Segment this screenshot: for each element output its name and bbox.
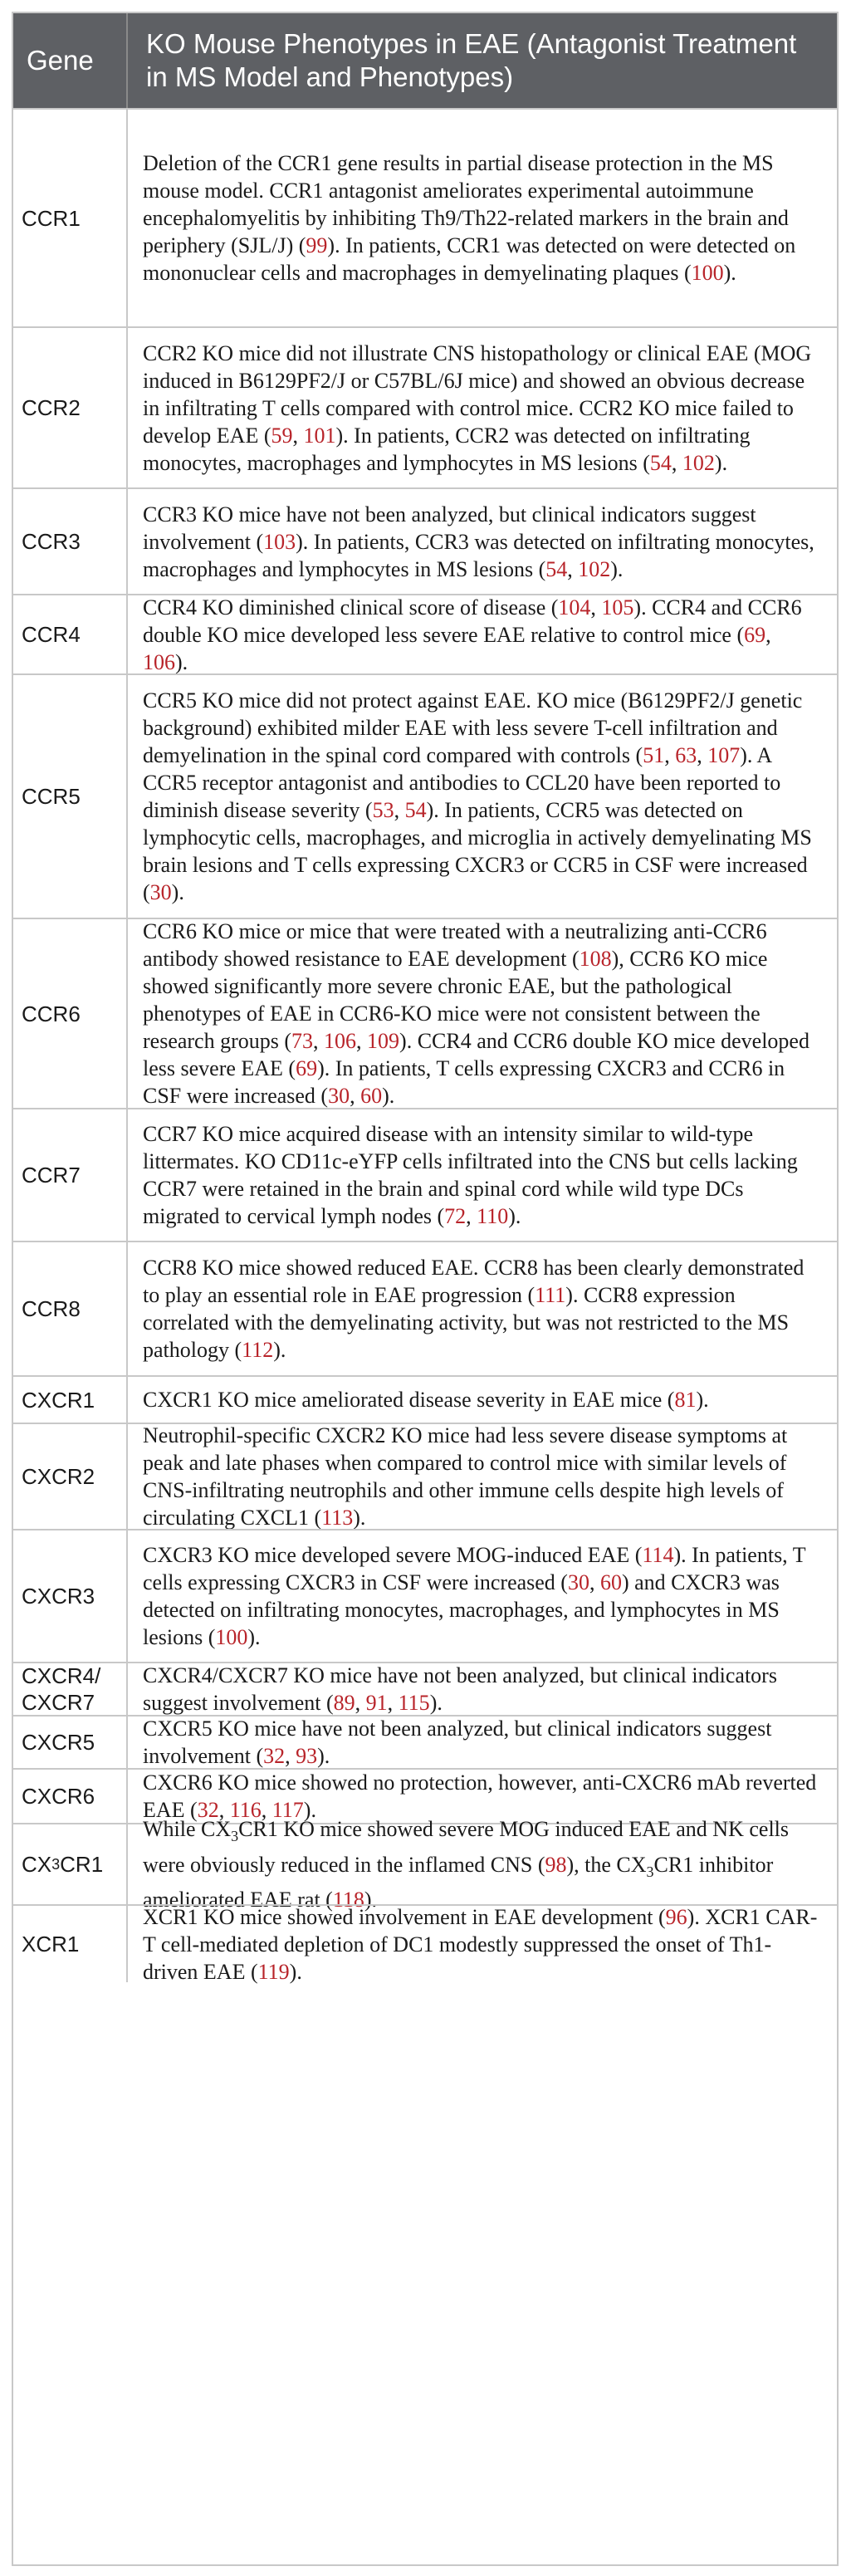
- table-row: [13, 487, 837, 594]
- phenotype-cell: [128, 1424, 837, 1529]
- table-header: [13, 13, 837, 108]
- phenotype-text: Neutrophil-specific CXCR2 KO mice had less severe disease symptoms at peak and late phases when compared to control mice with similar levels of CNS-infiltrating neutrophils and other immune cells despite high levels of circulating CXCL1 (113).: [143, 1423, 788, 1530]
- reference-link[interactable]: 81: [674, 1388, 697, 1412]
- phenotype-text: CXCR3 KO mice developed severe MOG-induced EAE (114). In patients, T cells expressing CXCR3 in CSF were increased (30, 60) and CXCR3 was detected on infiltrating monocytes, macrophages, and lymphocytes in MS lesions (100).: [143, 1543, 806, 1649]
- reference-link[interactable]: 30: [328, 1084, 350, 1108]
- gene-cell: CXCR6: [13, 1770, 128, 1823]
- header-gene: Gene: [13, 13, 128, 108]
- table-row: [13, 594, 837, 673]
- reference-link[interactable]: 100: [215, 1625, 248, 1649]
- table-row: [13, 1768, 837, 1823]
- reference-link[interactable]: 116: [229, 1798, 262, 1822]
- reference-link[interactable]: 103: [263, 529, 296, 554]
- gene-cell: XCR1: [13, 1906, 128, 1982]
- reference-link[interactable]: 111: [535, 1283, 566, 1307]
- phenotype-cell: [128, 1906, 837, 1982]
- phenotype-cell: [128, 1530, 837, 1662]
- reference-link[interactable]: 63: [675, 743, 697, 767]
- gene-cell: CCR2: [13, 328, 128, 487]
- reference-link[interactable]: 113: [321, 1506, 354, 1530]
- gene-cell: CXCR2: [13, 1424, 128, 1529]
- reference-link[interactable]: 96: [665, 1904, 687, 1929]
- table-row: [13, 1529, 837, 1662]
- phenotype-cell: [128, 1817, 837, 1912]
- reference-link[interactable]: 102: [578, 556, 611, 581]
- phenotype-cell: [128, 675, 837, 918]
- phenotype-text: CCR3 KO mice have not been analyzed, but clinical indicators suggest involvement (103). In patients, CCR3 was detected on infiltrating monocytes, macrophages and lymphocytes in MS lesions (54, 102).: [143, 502, 814, 581]
- phenotype-table: [12, 12, 839, 2566]
- gene-cell: CCR4: [13, 595, 128, 673]
- reference-link[interactable]: 60: [360, 1084, 383, 1108]
- reference-link[interactable]: 105: [601, 595, 634, 620]
- phenotype-text: CXCR4/CXCR7 KO mice have not been analyzed, but clinical indicators suggest involvement (89, 91, 115).: [143, 1663, 777, 1715]
- reference-link[interactable]: 32: [263, 1744, 286, 1768]
- reference-link[interactable]: 54: [404, 798, 427, 822]
- phenotype-cell: [128, 1242, 837, 1375]
- gene-cell: CXCR3: [13, 1530, 128, 1662]
- table-row: [13, 1662, 837, 1715]
- reference-link[interactable]: 69: [744, 622, 766, 647]
- table-body: [13, 108, 837, 2564]
- reference-link[interactable]: 110: [477, 1204, 509, 1228]
- gene-cell: CCR8: [13, 1242, 128, 1375]
- phenotype-text: XCR1 KO mice showed involvement in EAE development (96). XCR1 CAR-T cell-mediated depletion of DC1 modestly suppressed the onset of Th1-driven EAE (119).: [143, 1904, 818, 1984]
- phenotype-cell: [128, 595, 837, 673]
- reference-link[interactable]: 53: [372, 798, 394, 822]
- reference-link[interactable]: 30: [149, 880, 172, 904]
- reference-link[interactable]: 108: [579, 947, 612, 971]
- reference-link[interactable]: 107: [707, 743, 741, 767]
- reference-link[interactable]: 118: [332, 1887, 364, 1912]
- table-row: [13, 1715, 837, 1768]
- gene-cell: CXCR5: [13, 1717, 128, 1768]
- table-row: [13, 918, 837, 1108]
- reference-link[interactable]: 60: [599, 1570, 622, 1594]
- table-row: [13, 1241, 837, 1375]
- phenotype-cell: [128, 1109, 837, 1241]
- reference-link[interactable]: 112: [242, 1338, 274, 1362]
- gene-cell: CCR5: [13, 675, 128, 918]
- phenotype-cell: [128, 1717, 837, 1768]
- phenotype-text: CCR6 KO mice or mice that were treated with a neutralizing anti-CCR6 antibody showed resistance to EAE development (108), CCR6 KO mice showed significantly more severe chronic EAE, but the pathological phenotypes of EAE in CCR6-KO mice were not consistent between the research groups (73, 106, 109). CCR4 and CCR6 double KO mice developed less severe EAE (69). In patients, T cells expressing CXCR3 and CCR6 in CSF were increased (30, 60).: [143, 919, 809, 1108]
- phenotype-text: CCR4 KO diminished clinical score of disease (104, 105). CCR4 and CCR6 double KO mice developed less severe EAE relative to control mice (69, 106).: [143, 595, 802, 674]
- reference-link[interactable]: 119: [257, 1959, 290, 1984]
- reference-link[interactable]: 115: [398, 1691, 430, 1715]
- phenotype-text: CXCR6 KO mice showed no protection, however, anti-CXCR6 mAb reverted EAE (32, 116, 117).: [143, 1770, 817, 1822]
- gene-cell: CCR7: [13, 1109, 128, 1241]
- reference-link[interactable]: 30: [567, 1570, 589, 1594]
- reference-link[interactable]: 32: [197, 1798, 219, 1822]
- phenotype-text: CCR2 KO mice did not illustrate CNS histopathology or clinical EAE (MOG induced in B6129PF2/J or C57BL/6J mice) and showed an obvious decrease in infiltrating T cells compared with control mice. CCR2 KO mice failed to develop EAE (59, 101). In patients, CCR2 was detected on infiltrating monocytes, macrophages and lymphocytes in MS lesions (54, 102).: [143, 340, 812, 475]
- reference-link[interactable]: 114: [642, 1543, 674, 1567]
- reference-link[interactable]: 73: [291, 1029, 314, 1053]
- reference-link[interactable]: 59: [271, 423, 293, 448]
- header-phenotypes: KO Mouse Phenotypes in EAE (Antagonist Treatment in MS Model and Phenotypes): [146, 28, 797, 92]
- reference-link[interactable]: 98: [545, 1852, 567, 1877]
- phenotype-cell: [128, 328, 837, 487]
- gene-cell: CCR6: [13, 919, 128, 1108]
- reference-link[interactable]: 101: [303, 423, 336, 448]
- table-row: [13, 326, 837, 487]
- phenotype-cell: [128, 1377, 837, 1423]
- table-row: [13, 1375, 837, 1423]
- reference-link[interactable]: 69: [296, 1056, 318, 1080]
- reference-link[interactable]: 102: [682, 450, 715, 475]
- phenotype-cell: [128, 110, 837, 326]
- gene-cell: CXCR4/ CXCR7: [13, 1663, 128, 1715]
- reference-link[interactable]: 106: [324, 1029, 357, 1053]
- phenotype-text: CCR5 KO mice did not protect against EAE. KO mice (B6129PF2/J genetic background) exhibited milder EAE with less severe T-cell infiltration and demyelination in the spinal cord compared with controls (51, 63, 107). A CCR5 receptor antagonist and antibodies to CCL20 have been reported to diminish disease severity (53, 54). In patients, CCR5 was detected on lymphocytic cells, macrophages, and microglia in actively demyelinating MS brain lesions and T cells expressing CXCR3 or CCR5 in CSF were increased (30).: [143, 688, 812, 904]
- reference-link[interactable]: 100: [691, 261, 724, 285]
- phenotype-text: CCR8 KO mice showed reduced EAE. CCR8 has been clearly demonstrated to play an essential role in EAE progression (111). CCR8 expression correlated with the demyelinating activity, but was not restricted to the MS pathology (112).: [143, 1256, 805, 1362]
- reference-link[interactable]: 54: [545, 556, 568, 581]
- reference-link[interactable]: 93: [296, 1744, 318, 1768]
- phenotype-cell: [128, 489, 837, 594]
- reference-link[interactable]: 106: [143, 649, 175, 674]
- reference-link[interactable]: 104: [558, 595, 591, 620]
- table-row: [13, 108, 837, 326]
- reference-link[interactable]: 109: [367, 1029, 400, 1053]
- phenotype-cell: [128, 919, 837, 1108]
- table-row: [13, 673, 837, 918]
- gene-cell: CCR1: [13, 110, 128, 326]
- reference-link[interactable]: 51: [643, 743, 665, 767]
- reference-link[interactable]: 91: [365, 1691, 388, 1715]
- reference-link[interactable]: 72: [444, 1204, 467, 1228]
- table-row: [13, 1904, 837, 1982]
- table-row: [13, 1423, 837, 1529]
- reference-link[interactable]: 54: [649, 450, 672, 475]
- phenotype-text: Deletion of the CCR1 gene results in partial disease protection in the MS mouse model. CCR1 antagonist ameliorates experimental autoimmune encephalomyelitis by inhibiting Th9/Th22-related markers in the brain and periphery (SJL/J) (99). In patients, CCR1 was detected on were detected on mononuclear cells and macrophages in demyelinating plaques (100).: [143, 151, 796, 285]
- reference-link[interactable]: 89: [333, 1691, 355, 1715]
- phenotype-text: CXCR1 KO mice ameliorated disease severity in EAE mice (81).: [143, 1388, 709, 1412]
- reference-link[interactable]: 117: [271, 1798, 304, 1822]
- phenotype-text: CCR7 KO mice acquired disease with an intensity similar to wild-type littermates. KO CD11c-eYFP cells infiltrated into the CNS but cells lacking CCR7 were retained in the brain and spinal cord while wild type DCs migrated to cervical lymph nodes (72, 110).: [143, 1122, 798, 1228]
- phenotype-cell: [128, 1663, 837, 1715]
- gene-cell: CX 3 CR1: [13, 1824, 128, 1904]
- gene-cell: CCR3: [13, 489, 128, 594]
- table-row: [13, 1108, 837, 1241]
- gene-cell: CXCR1: [13, 1377, 128, 1423]
- phenotype-text: CXCR5 KO mice have not been analyzed, but clinical indicators suggest involvement (32, 93).: [143, 1717, 772, 1768]
- table-row: [13, 1817, 837, 1912]
- phenotype-text: While $CX_3CR1$ KO mice showed severe MOG induced EAE and NK cells were obviously reduced in the inflamed CNS (98), the $CX_3CR1$ inhibitor ameliorated EAE rat (118).: [143, 1817, 790, 1912]
- reference-link[interactable]: 99: [306, 233, 328, 257]
